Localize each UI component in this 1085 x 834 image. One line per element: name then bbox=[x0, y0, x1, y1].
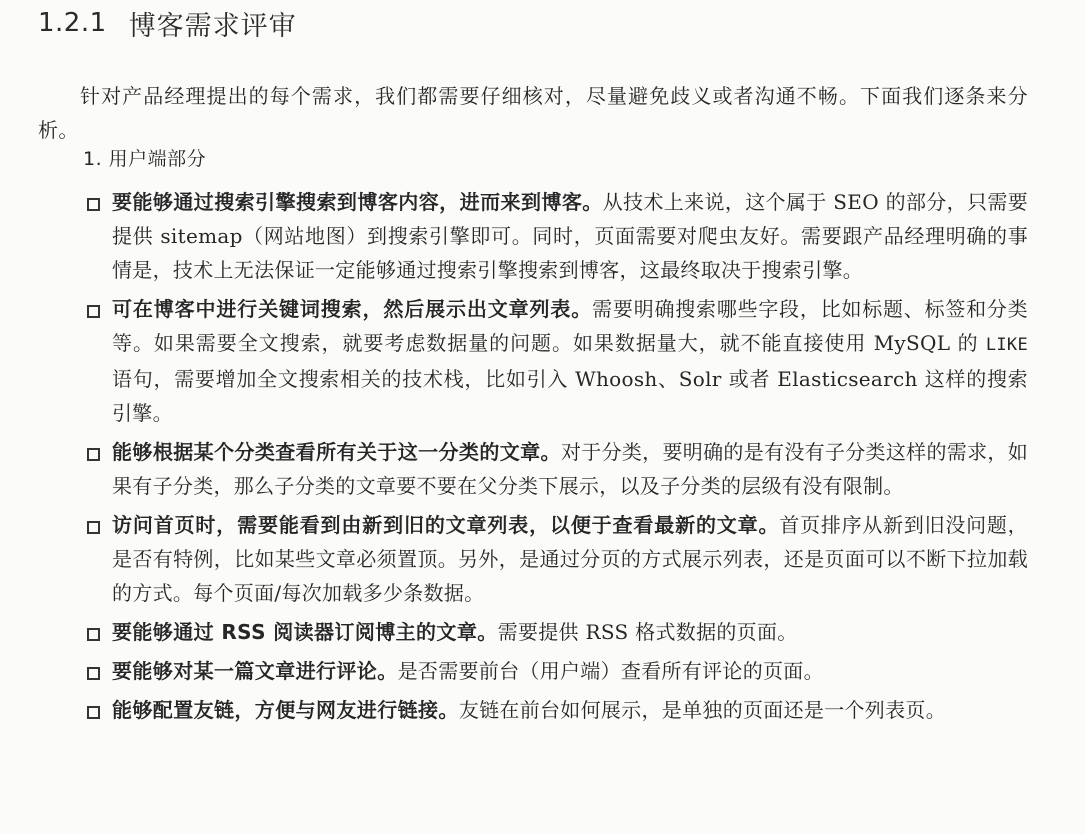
checkbox-icon bbox=[87, 706, 100, 719]
requirement-item bbox=[86, 508, 1028, 610]
checkbox-icon bbox=[87, 628, 100, 641]
checkbox-icon bbox=[87, 521, 100, 534]
requirement-lead: 能够配置友链，方便与网友进行链接。 bbox=[112, 698, 459, 722]
requirement-lead: 可在博客中进行关键词搜索，然后展示出文章列表。 bbox=[112, 297, 593, 321]
requirement-item bbox=[86, 693, 1028, 727]
requirement-detail: 是否需要前台（用户端）查看所有评论的页面。 bbox=[397, 659, 824, 683]
requirement-detail: 友链在前台如何展示，是单独的页面还是一个列表页。 bbox=[458, 698, 947, 722]
requirement-lead: 访问首页时，需要能看到由新到旧的文章列表，以便于查看最新的文章。 bbox=[112, 513, 780, 537]
subsection-title: 1. 用户端部分 bbox=[83, 148, 207, 170]
requirements-list bbox=[86, 185, 1028, 732]
checkbox-icon bbox=[87, 198, 100, 211]
requirement-item bbox=[86, 435, 1028, 503]
section-heading bbox=[38, 2, 297, 44]
requirement-detail: 需要提供 RSS 格式数据的页面。 bbox=[497, 620, 798, 644]
requirement-item bbox=[86, 292, 1028, 430]
section-title: 博客需求评审 bbox=[128, 10, 297, 42]
requirement-item bbox=[86, 185, 1028, 287]
intro-paragraph: 针对产品经理提出的每个需求，我们都需要仔细核对，尽量避免歧义或者沟通不畅。下面我们逐条来分析。 bbox=[38, 84, 1028, 142]
checkbox-icon bbox=[87, 305, 100, 318]
requirement-detail: 从技术上来说，这个属于 SEO 的部分，只需要提供 sitemap（网站地图）到搜索引擎即可。同时，页面需要对爬虫友好。需要跟产品经理明确的事情是，技术上无法保证一定能够通过搜索引擎搜索到博客，这最终取决于搜索引擎。 bbox=[112, 190, 1028, 282]
requirement-detail: 对于分类，要明确的是有没有子分类这样的需求，如果有子分类，那么子分类的文章要不要在父分类下展示，以及子分类的层级有没有限制。 bbox=[112, 440, 1028, 498]
requirement-item bbox=[86, 654, 1028, 688]
requirement-item bbox=[86, 615, 1028, 649]
checkbox-icon bbox=[87, 667, 100, 680]
requirement-detail-start: 需要明确搜索哪些字段，比如标题、标签和分类等。如果需要全文搜索，就要考虑数据量的问题。如果数据量大，就不能直接使用 MySQL 的 bbox=[112, 297, 1028, 355]
requirement-detail-end: 语句，需要增加全文搜索相关的技术栈，比如引入 Whoosh、Solr 或者 Elasticsearch 这样的搜索引擎。 bbox=[112, 367, 1028, 425]
section-number: 1.2.1 bbox=[38, 8, 107, 38]
sql-keyword: LIKE bbox=[985, 335, 1028, 355]
requirement-lead: 要能够对某一篇文章进行评论。 bbox=[112, 659, 398, 683]
requirement-lead: 要能够通过搜索引擎搜索到博客内容，进而来到博客。 bbox=[112, 190, 603, 214]
requirement-lead: 要能够通过 RSS 阅读器订阅博主的文章。 bbox=[112, 620, 498, 644]
checkbox-icon bbox=[87, 448, 100, 461]
requirement-lead: 能够根据某个分类查看所有关于这一分类的文章。 bbox=[112, 440, 561, 464]
requirement-detail: 首页排序从新到旧没问题，是否有特例，比如某些文章必须置顶。另外，是通过分页的方式展示列表，还是页面可以不断下拉加载的方式。每个页面/每次加载多少条数据。 bbox=[112, 513, 1028, 605]
